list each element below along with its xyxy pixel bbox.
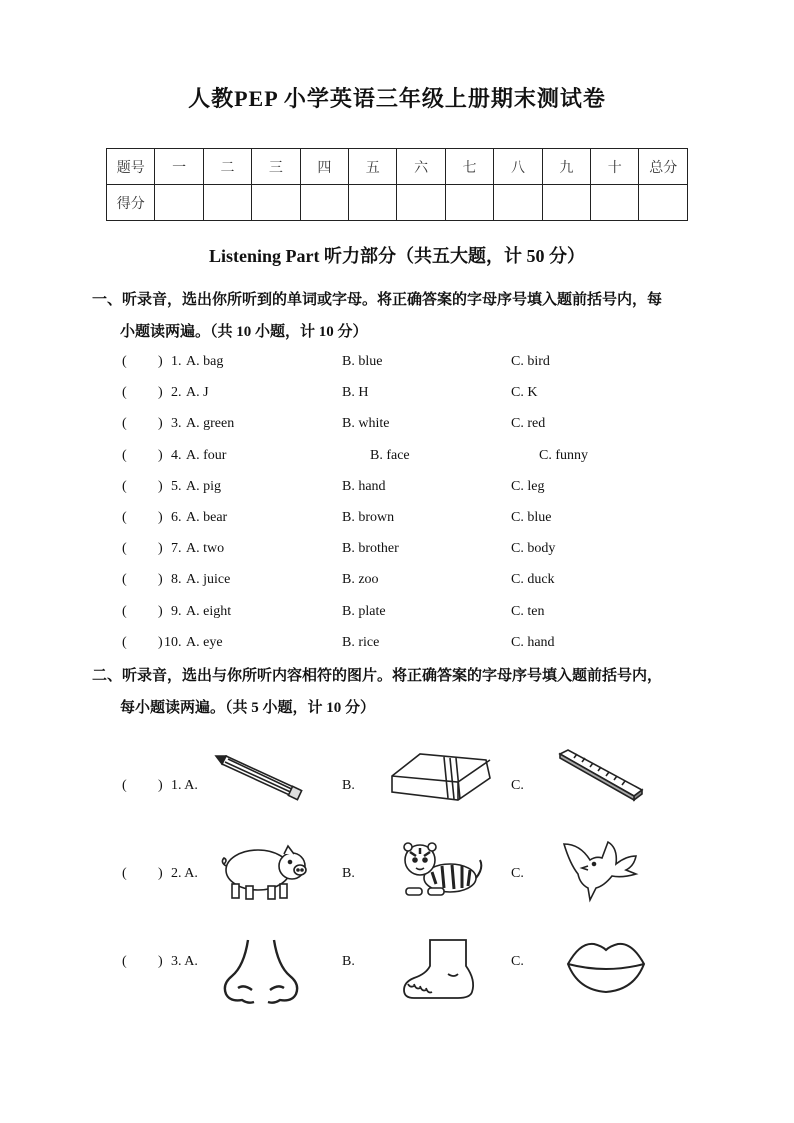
option-a: A. green xyxy=(186,416,235,431)
picture-question-row xyxy=(0,748,794,828)
option-c-label: C. xyxy=(511,866,524,881)
section-1-instructions xyxy=(92,284,712,348)
option-c: C. blue xyxy=(511,510,552,525)
option-c: C. body xyxy=(511,541,556,556)
score-cell[interactable] xyxy=(349,185,397,221)
question-number: 7. xyxy=(171,541,182,556)
bird-icon[interactable] xyxy=(560,836,648,906)
score-cell[interactable] xyxy=(203,185,251,221)
option-c: C. funny xyxy=(539,448,588,463)
score-cell[interactable] xyxy=(494,185,542,221)
score-cell[interactable] xyxy=(639,185,688,221)
question-number: 1. xyxy=(171,354,182,369)
question-number: 9. xyxy=(171,604,182,619)
question-row xyxy=(0,541,794,561)
answer-paren-right: ) xyxy=(158,604,163,619)
option-c: C. bird xyxy=(511,354,550,369)
answer-paren-right: ) xyxy=(158,385,163,400)
question-number: 3. A. xyxy=(171,954,198,969)
score-cell[interactable] xyxy=(445,185,493,221)
question-number: 2. xyxy=(171,385,182,400)
page-title: 人教PEP 小学英语三年级上册期末测试卷 xyxy=(188,86,606,111)
option-c: C. K xyxy=(511,385,538,400)
question-number: 6. xyxy=(171,510,182,525)
table-cell: 九 xyxy=(542,149,590,185)
answer-paren-right: ) xyxy=(158,541,163,556)
answer-paren-right: ) xyxy=(158,354,163,369)
question-number: 3. xyxy=(171,416,182,431)
section-1-line-1: 一、听录音，选出你所听到的单词或字母。将正确答案的字母序号填入题前括号内，每 xyxy=(92,292,663,308)
answer-paren-right: ) xyxy=(158,572,163,587)
question-number: 10. xyxy=(164,635,182,650)
option-b: B. face xyxy=(370,448,410,463)
score-cell[interactable] xyxy=(397,185,445,221)
option-c: C. red xyxy=(511,416,546,431)
tiger-icon[interactable] xyxy=(398,838,484,900)
option-c-label: C. xyxy=(511,954,524,969)
part-heading: Listening Part 听力部分（共五大题，计 50 分） xyxy=(209,246,585,266)
question-number: 4. xyxy=(171,448,182,463)
option-b: B. hand xyxy=(342,479,386,494)
score-cell[interactable] xyxy=(252,185,300,221)
table-cell: 题号 xyxy=(107,149,155,185)
question-number: 2. A. xyxy=(171,866,198,881)
question-row xyxy=(0,354,794,374)
table-cell: 得分 xyxy=(107,185,155,221)
answer-paren-right: ) xyxy=(158,416,163,431)
answer-paren-left[interactable]: ( xyxy=(122,866,127,881)
score-cell[interactable] xyxy=(300,185,348,221)
question-row xyxy=(0,572,794,592)
question-number: 8. xyxy=(171,572,182,587)
foot-icon[interactable] xyxy=(400,938,480,1002)
picture-question-row xyxy=(0,924,794,1004)
option-a: A. juice xyxy=(186,572,231,587)
option-b: B. white xyxy=(342,416,390,431)
option-c: C. ten xyxy=(511,604,545,619)
section-2-line-2: 每小题读两遍。（共 5 小题，计 10 分） xyxy=(120,700,376,716)
mouth-icon[interactable] xyxy=(564,938,648,996)
answer-paren-left[interactable]: ( xyxy=(122,354,127,369)
question-row xyxy=(0,416,794,436)
option-a: A. four xyxy=(186,448,227,463)
question-number: 5. xyxy=(171,479,182,494)
score-cell[interactable] xyxy=(542,185,590,221)
score-cell[interactable] xyxy=(155,185,203,221)
option-a: A. two xyxy=(186,541,225,556)
option-a: A. J xyxy=(186,385,209,400)
option-b: B. rice xyxy=(342,635,380,650)
answer-paren-left[interactable]: ( xyxy=(122,604,127,619)
option-b: B. brown xyxy=(342,510,395,525)
ruler-icon[interactable] xyxy=(554,748,646,804)
nose-icon[interactable] xyxy=(220,938,302,1004)
answer-paren-left[interactable]: ( xyxy=(122,510,127,525)
option-b: B. brother xyxy=(342,541,399,556)
answer-paren-left[interactable]: ( xyxy=(122,778,127,793)
option-c: C. leg xyxy=(511,479,545,494)
score-table xyxy=(106,148,688,221)
table-cell: 十 xyxy=(591,149,639,185)
score-cell[interactable] xyxy=(591,185,639,221)
table-cell: 四 xyxy=(300,149,348,185)
answer-paren-left[interactable]: ( xyxy=(122,416,127,431)
question-row xyxy=(0,635,794,655)
answer-paren-right: ) xyxy=(158,448,163,463)
answer-paren-left[interactable]: ( xyxy=(122,635,127,650)
question-row xyxy=(0,510,794,530)
eraser-icon[interactable] xyxy=(386,748,494,806)
section-2-instructions xyxy=(92,660,712,724)
answer-paren-right: ) xyxy=(158,510,163,525)
option-b: B. H xyxy=(342,385,369,400)
table-cell: 总分 xyxy=(639,149,688,185)
table-cell: 五 xyxy=(349,149,397,185)
answer-paren-right: ) xyxy=(158,954,163,969)
answer-paren-right: ) xyxy=(158,778,163,793)
option-b: B. plate xyxy=(342,604,386,619)
question-row xyxy=(0,479,794,499)
question-row xyxy=(0,604,794,624)
option-a: A. eye xyxy=(186,635,223,650)
table-cell: 六 xyxy=(397,149,445,185)
option-c-label: C. xyxy=(511,778,524,793)
answer-paren-left[interactable]: ( xyxy=(122,541,127,556)
option-c: C. hand xyxy=(511,635,555,650)
table-cell: 一 xyxy=(155,149,203,185)
option-a: A. bear xyxy=(186,510,228,525)
section-2-line-1: 二、听录音，选出与你所听内容相符的图片。将正确答案的字母序号填入题前括号内， xyxy=(92,668,663,684)
answer-paren-left[interactable]: ( xyxy=(122,479,127,494)
score-table-score-row xyxy=(107,185,688,221)
picture-question-row xyxy=(0,836,794,916)
table-cell: 二 xyxy=(203,149,251,185)
option-a: A. bag xyxy=(186,354,224,369)
score-table-header-row xyxy=(107,149,688,185)
option-b-label: B. xyxy=(342,778,355,793)
table-cell: 七 xyxy=(445,149,493,185)
pig-icon[interactable] xyxy=(216,840,310,902)
question-number: 1. A. xyxy=(171,778,198,793)
option-c: C. duck xyxy=(511,572,555,587)
question-row xyxy=(0,448,794,468)
option-b: B. zoo xyxy=(342,572,379,587)
option-b: B. blue xyxy=(342,354,383,369)
section-1-line-2: 小题读两遍。（共 10 小题，计 10 分） xyxy=(120,324,368,340)
answer-paren-right: ) xyxy=(158,479,163,494)
answer-paren-left[interactable]: ( xyxy=(122,572,127,587)
option-b-label: B. xyxy=(342,866,355,881)
option-a: A. pig xyxy=(186,479,221,494)
answer-paren-left[interactable]: ( xyxy=(122,448,127,463)
option-b-label: B. xyxy=(342,954,355,969)
answer-paren-left[interactable]: ( xyxy=(122,385,127,400)
pencil-icon[interactable] xyxy=(214,750,310,806)
option-a: A. eight xyxy=(186,604,232,619)
table-cell: 三 xyxy=(252,149,300,185)
question-row xyxy=(0,385,794,405)
answer-paren-right: ) xyxy=(158,866,163,881)
table-cell: 八 xyxy=(494,149,542,185)
answer-paren-right: ) xyxy=(158,635,163,650)
answer-paren-left[interactable]: ( xyxy=(122,954,127,969)
